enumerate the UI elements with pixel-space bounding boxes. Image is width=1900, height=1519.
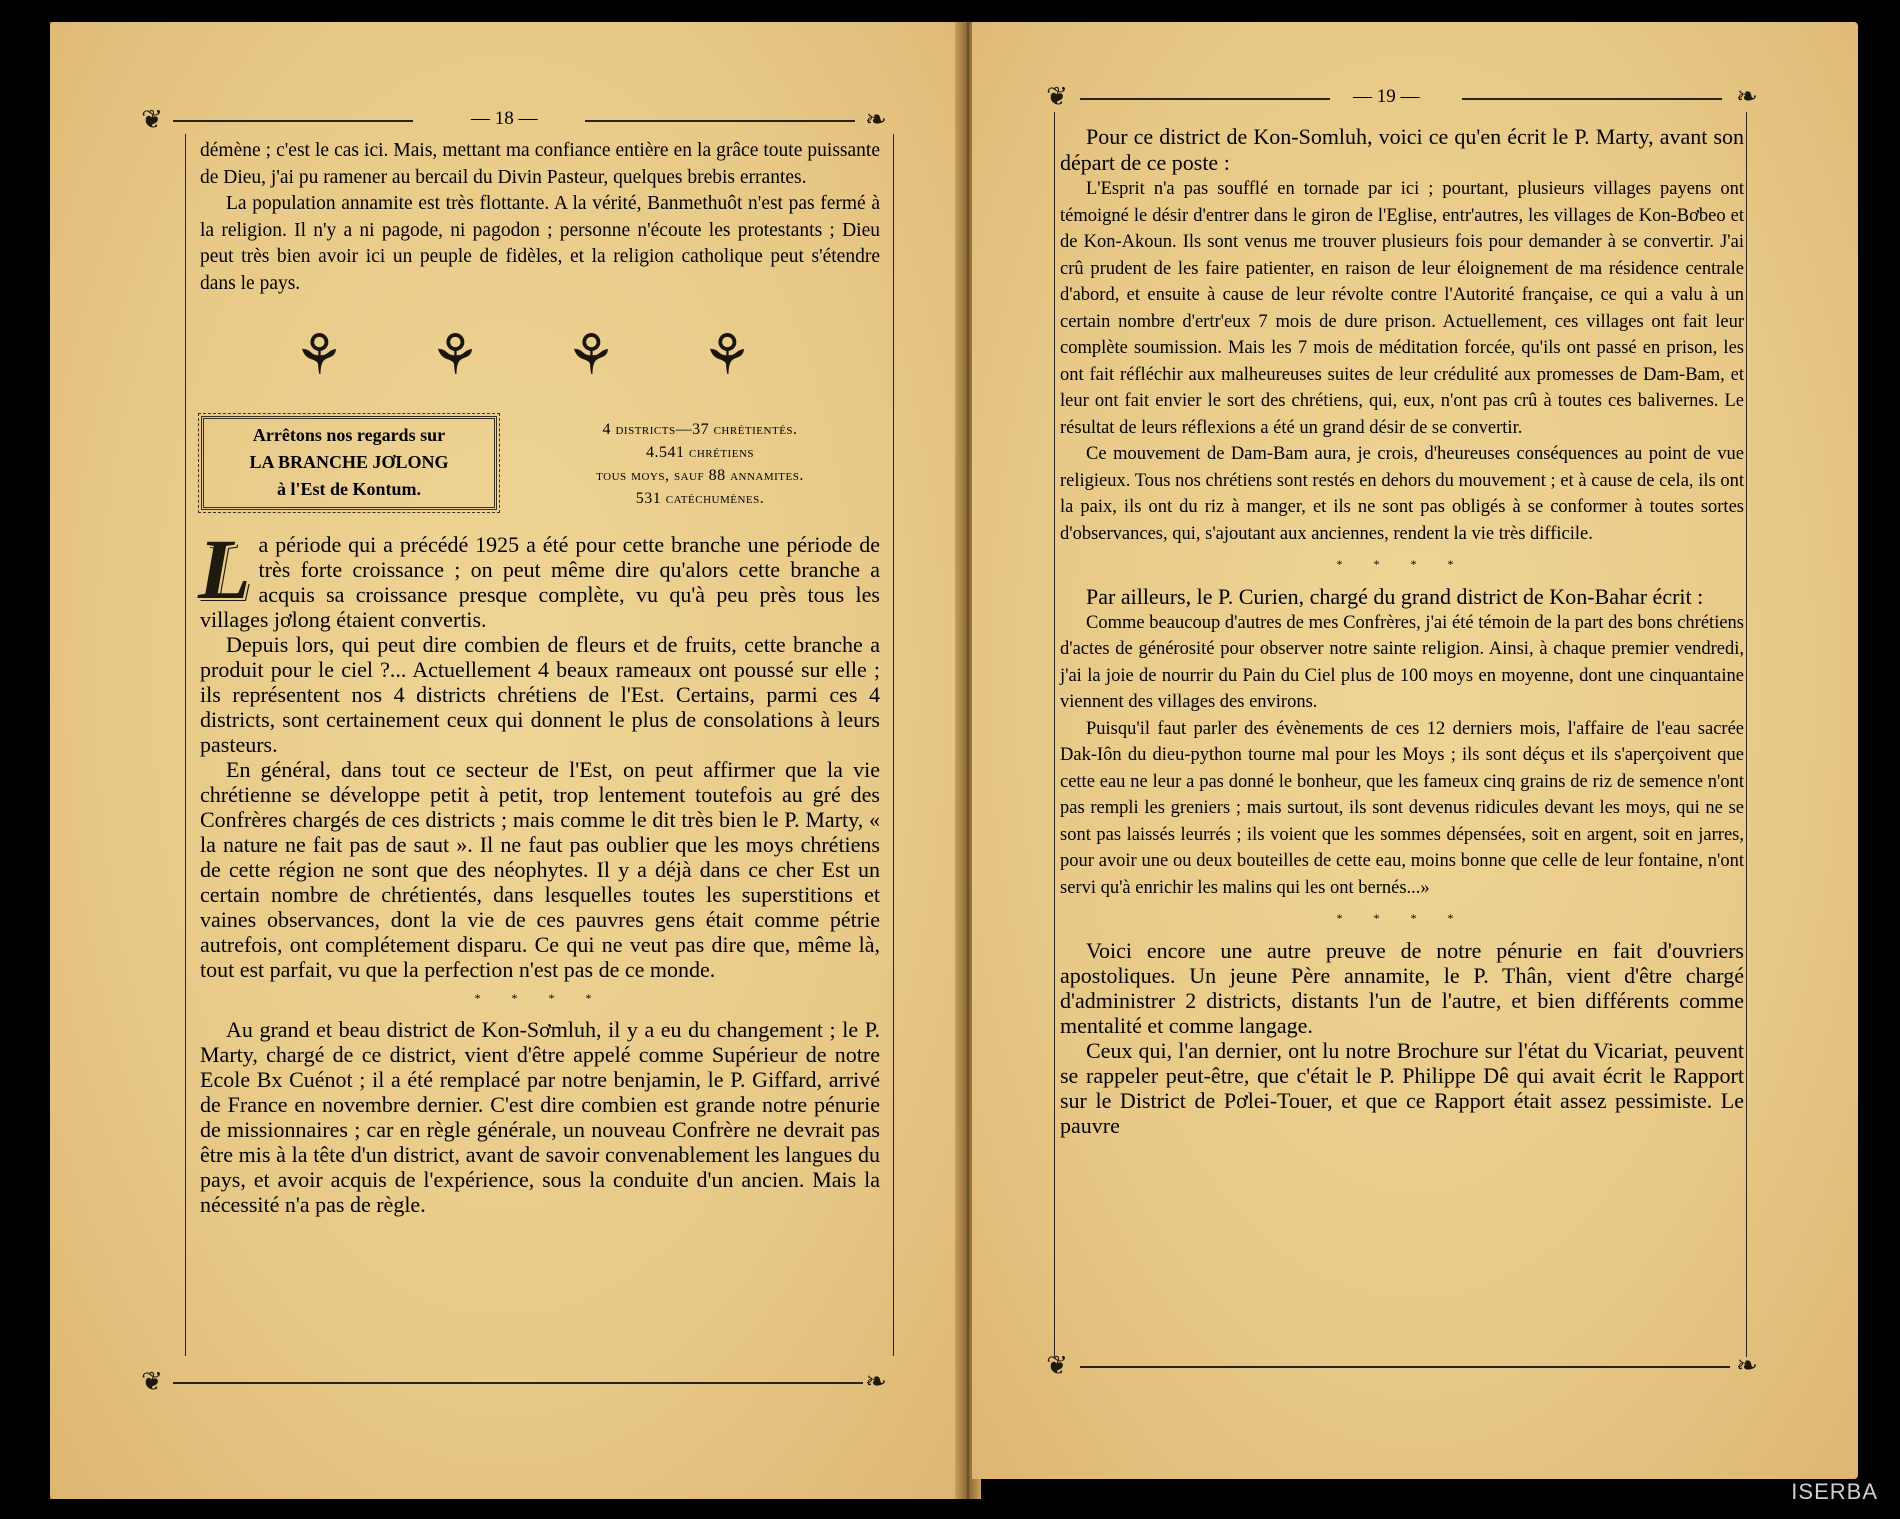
paragraph: Pour ce district de Kon-Somluh, voici ce qu'en écrit le P. Marty, avant son départ de ce poste : (1060, 124, 1744, 175)
right-body (1060, 124, 1744, 1138)
tulip-ornament-icon: ⚘ ⚘ ⚘ ⚘ (293, 323, 787, 388)
paragraph: Par ailleurs, le P. Curien, chargé du grand district de Kon-Bahar écrit : (1086, 583, 1704, 609)
left-intro (200, 138, 880, 297)
section-separator: * * * * (474, 991, 606, 1005)
ornament-corner-icon: ❧ (865, 105, 887, 135)
paragraph: La population annamite est très flottante. A la vérité, Banmethuôt n'est pas fermé à la religion. Il n'y a ni pagode, ni pagodon ; personne n'écoute les protestants ; Dieu peut très bien avoir ici un peuple de fidèles, et la religion catholique peut s'étendre dans le pays. (200, 193, 880, 294)
paragraph: Voici encore une autre preuve de notre pénurie en fait d'ouvriers apostoliques. Un jeune Père annamite, le P. Thân, vient d'être chargé d'administrer 2 districts, distants l'un de l'autre, et bien différents comme mentalité et comme langage. (1060, 937, 1744, 1038)
ornament-corner-icon: ❦ (1046, 1351, 1068, 1381)
watermark: ISERBA (1791, 1479, 1878, 1504)
quoted-paragraph: Puisqu'il faut parler des évènements de ces 12 derniers mois, l'affaire de l'eau sacrée Dak-Iôn du dieu-python tourne mal pour les Moys ; ils sont déçus et ils s'aperçoivent que cette eau ne leur a pas donné le bonheur, que les fameux cinq grains de riz de semence n'ont pas rempli les greniers ; mais surtout, ils sont devenus ridicules devant les moys, qui ne se sont pas laissés leurrés ; ils voient que les sommes dépensées, soit en argent, soit en jarres, pour avoir une ou deux bouteilles de cette eau, moins bonne que celle de leur fontaine, n'ont servi qu'à enrichir les malins qui les ont bernés...» (1060, 718, 1744, 898)
quoted-paragraph: Comme beaucoup d'autres de mes Confrères, j'ai été témoin de la part des bons chrétiens d'actes de générosité pour observer notre sainte religion. Ainsi, à chaque premier vendredi, j'ai la joie de nourrir du Pain du Ciel plus de 100 moys en moyenne, dont une cinquantaine viennent des villages des environs. (1060, 612, 1744, 712)
box-line: LA BRANCHE JƠLONG (249, 452, 449, 472)
section-separator: * * * * (1336, 557, 1468, 571)
paragraph: Ceux qui, l'an dernier, ont lu notre Brochure sur l'état du Vicariat, peuvent se rappeler peut-être, que c'était le P. Philippe Dê qui avait écrit le Rapport sur le District de Pơlei-Touer, et que ce Rapport était assez pessimiste. Le pauvre (1060, 1037, 1744, 1138)
stats-line: 4.541 chrétiens (646, 444, 754, 461)
box-line: Arrêtons nos regards sur (252, 425, 446, 445)
ornament-corner-icon: ❦ (141, 1367, 163, 1397)
paragraph: Depuis lors, qui peut dire combien de fleurs et de fruits, cette branche a produit pour le ciel ?... Actuellement 4 beaux rameaux ont poussé sur elle ; ils représentent nos 4 districts chrétiens de l'Est. Certains, parmi ces 4 districts, sont certainement ceux qui donnent le plus de consolations à leurs pasteurs. (200, 632, 880, 757)
paragraph: Au grand et beau district de Kon-Sơmluh, il y a eu du changement ; le P. Marty, chargé de ce district, vient d'être appelé comme Supérieur de notre Ecole Bx Cuénot ; il a été remplacé par notre benjamin, le P. Giffard, arrivé de France en novembre dernier. C'est dire combien est grande notre pénurie de missionnaires ; car en règle générale, un nouveau Confrère ne devrait pas être mis à la tête d'un district, avant de savoir convenablement les langues du pays, et avoir acquis de l'expérience, sous la conduite d'un ancien. Mais la nécessité n'a pas de règle. (200, 1017, 880, 1217)
quoted-paragraph: L'Esprit n'a pas soufflé en tornade par ici ; pourtant, plusieurs villages payens ont témoigné le désir d'entrer dans le giron de l'Eglise, entr'autres, les villages de Kon-Bơbeo et de Kon-Akoun. Ils sont venus me trouver plusieurs fois pour demander à se convertir. J'ai crû prudent de les faire patienter, en raison de leur éloignement de ma résidence centrale d'abord, et ensuite à cause de leur révolte contre l'Autorité française, ce qui a valu à un certain nombre d'ertr'eux 7 mois de dure prison. Actuellement, ces villages ont fait leur complète soumission. Mais les 7 mois de méditation forcée, qu'ils ont passé en prison, les ont fait réfléchir aux malheureuses suites de leur crédulité aux promesses de Dam-Bam, et leur ont fait envier le sort des chrétiens, qui, eux, n'ont pas crû à toutes ces balivernes. Le résultat de leurs réflexions a été un grand désir de se convertir. (1060, 179, 1744, 438)
section-heading-box (198, 413, 500, 513)
page-number: — 18 — (471, 108, 538, 129)
stats-line: 531 catéchumènes. (635, 490, 765, 507)
ornament-corner-icon: ❧ (865, 1367, 887, 1397)
left-body (198, 521, 880, 1217)
paragraph: En général, dans tout ce secteur de l'Est, on peut affirmer que la vie chrétienne se développe petit à petit, trop lentement toutefois au gré des Confrères chargés de ces districts ; mais comme le dit très bien le P. Marty, « la nature ne fait pas de saut ». Il ne faut pas oublier que les moys chrétiens de cette région ne sont que des néophytes. Il y a déjà dans ce cher Est un certain nombre de chrétientés, dans lesquelles toutes les superstitions et vaines observances, dont la vie de ces pauvres gens était comme pétrie autrefois, ont complétement disparu. Ce qui ne veut pas dire que, même là, tout est parfait, vu que la perfection n'est pas de ce monde. (200, 757, 880, 982)
drop-cap: L (198, 521, 251, 617)
ornament-corner-icon: ❧ (1736, 1351, 1758, 1381)
ornament-corner-icon: ❧ (1736, 82, 1758, 112)
ornament-corner-icon: ❦ (141, 105, 163, 135)
district-stats (540, 418, 860, 510)
ornament-corner-icon: ❦ (1046, 82, 1068, 112)
page-number: — 19 — (1353, 86, 1420, 107)
section-separator: * * * * (1336, 911, 1468, 925)
stats-line: 4 districts—37 chrétientés. (602, 421, 798, 438)
paragraph: démène ; c'est le cas ici. Mais, mettant ma confiance entière en la grâce toute puissante de Dieu, j'ai pu ramener au bercail du Divin Pasteur, quelques brebis errantes. (200, 140, 880, 188)
quoted-paragraph: Ce mouvement de Dam-Bam aura, je crois, d'heureuses conséquences au point de vue religieux. Tous nos chrétiens sont restés en dehors du mouvement ; et à cause de cela, ils ont la paix, ils ont du riz à manger, et ils ne sont pas obligés à se conformer à toutes sortes d'observances, qui, s'ajoutant aux anciennes, rendent la vie très difficile. (1060, 444, 1744, 544)
box-line: à l'Est de Kontum. (276, 479, 422, 499)
stats-line: tous moys, sauf 88 annamites. (596, 467, 804, 484)
paragraph: a période qui a précédé 1925 a été pour cette branche une période de très forte croissance ; on peut même dire qu'alors cette branche a acquis sa croissance presque complète, vu qu'à peu près tous les villages jơlong étaient convertis. (200, 532, 880, 632)
